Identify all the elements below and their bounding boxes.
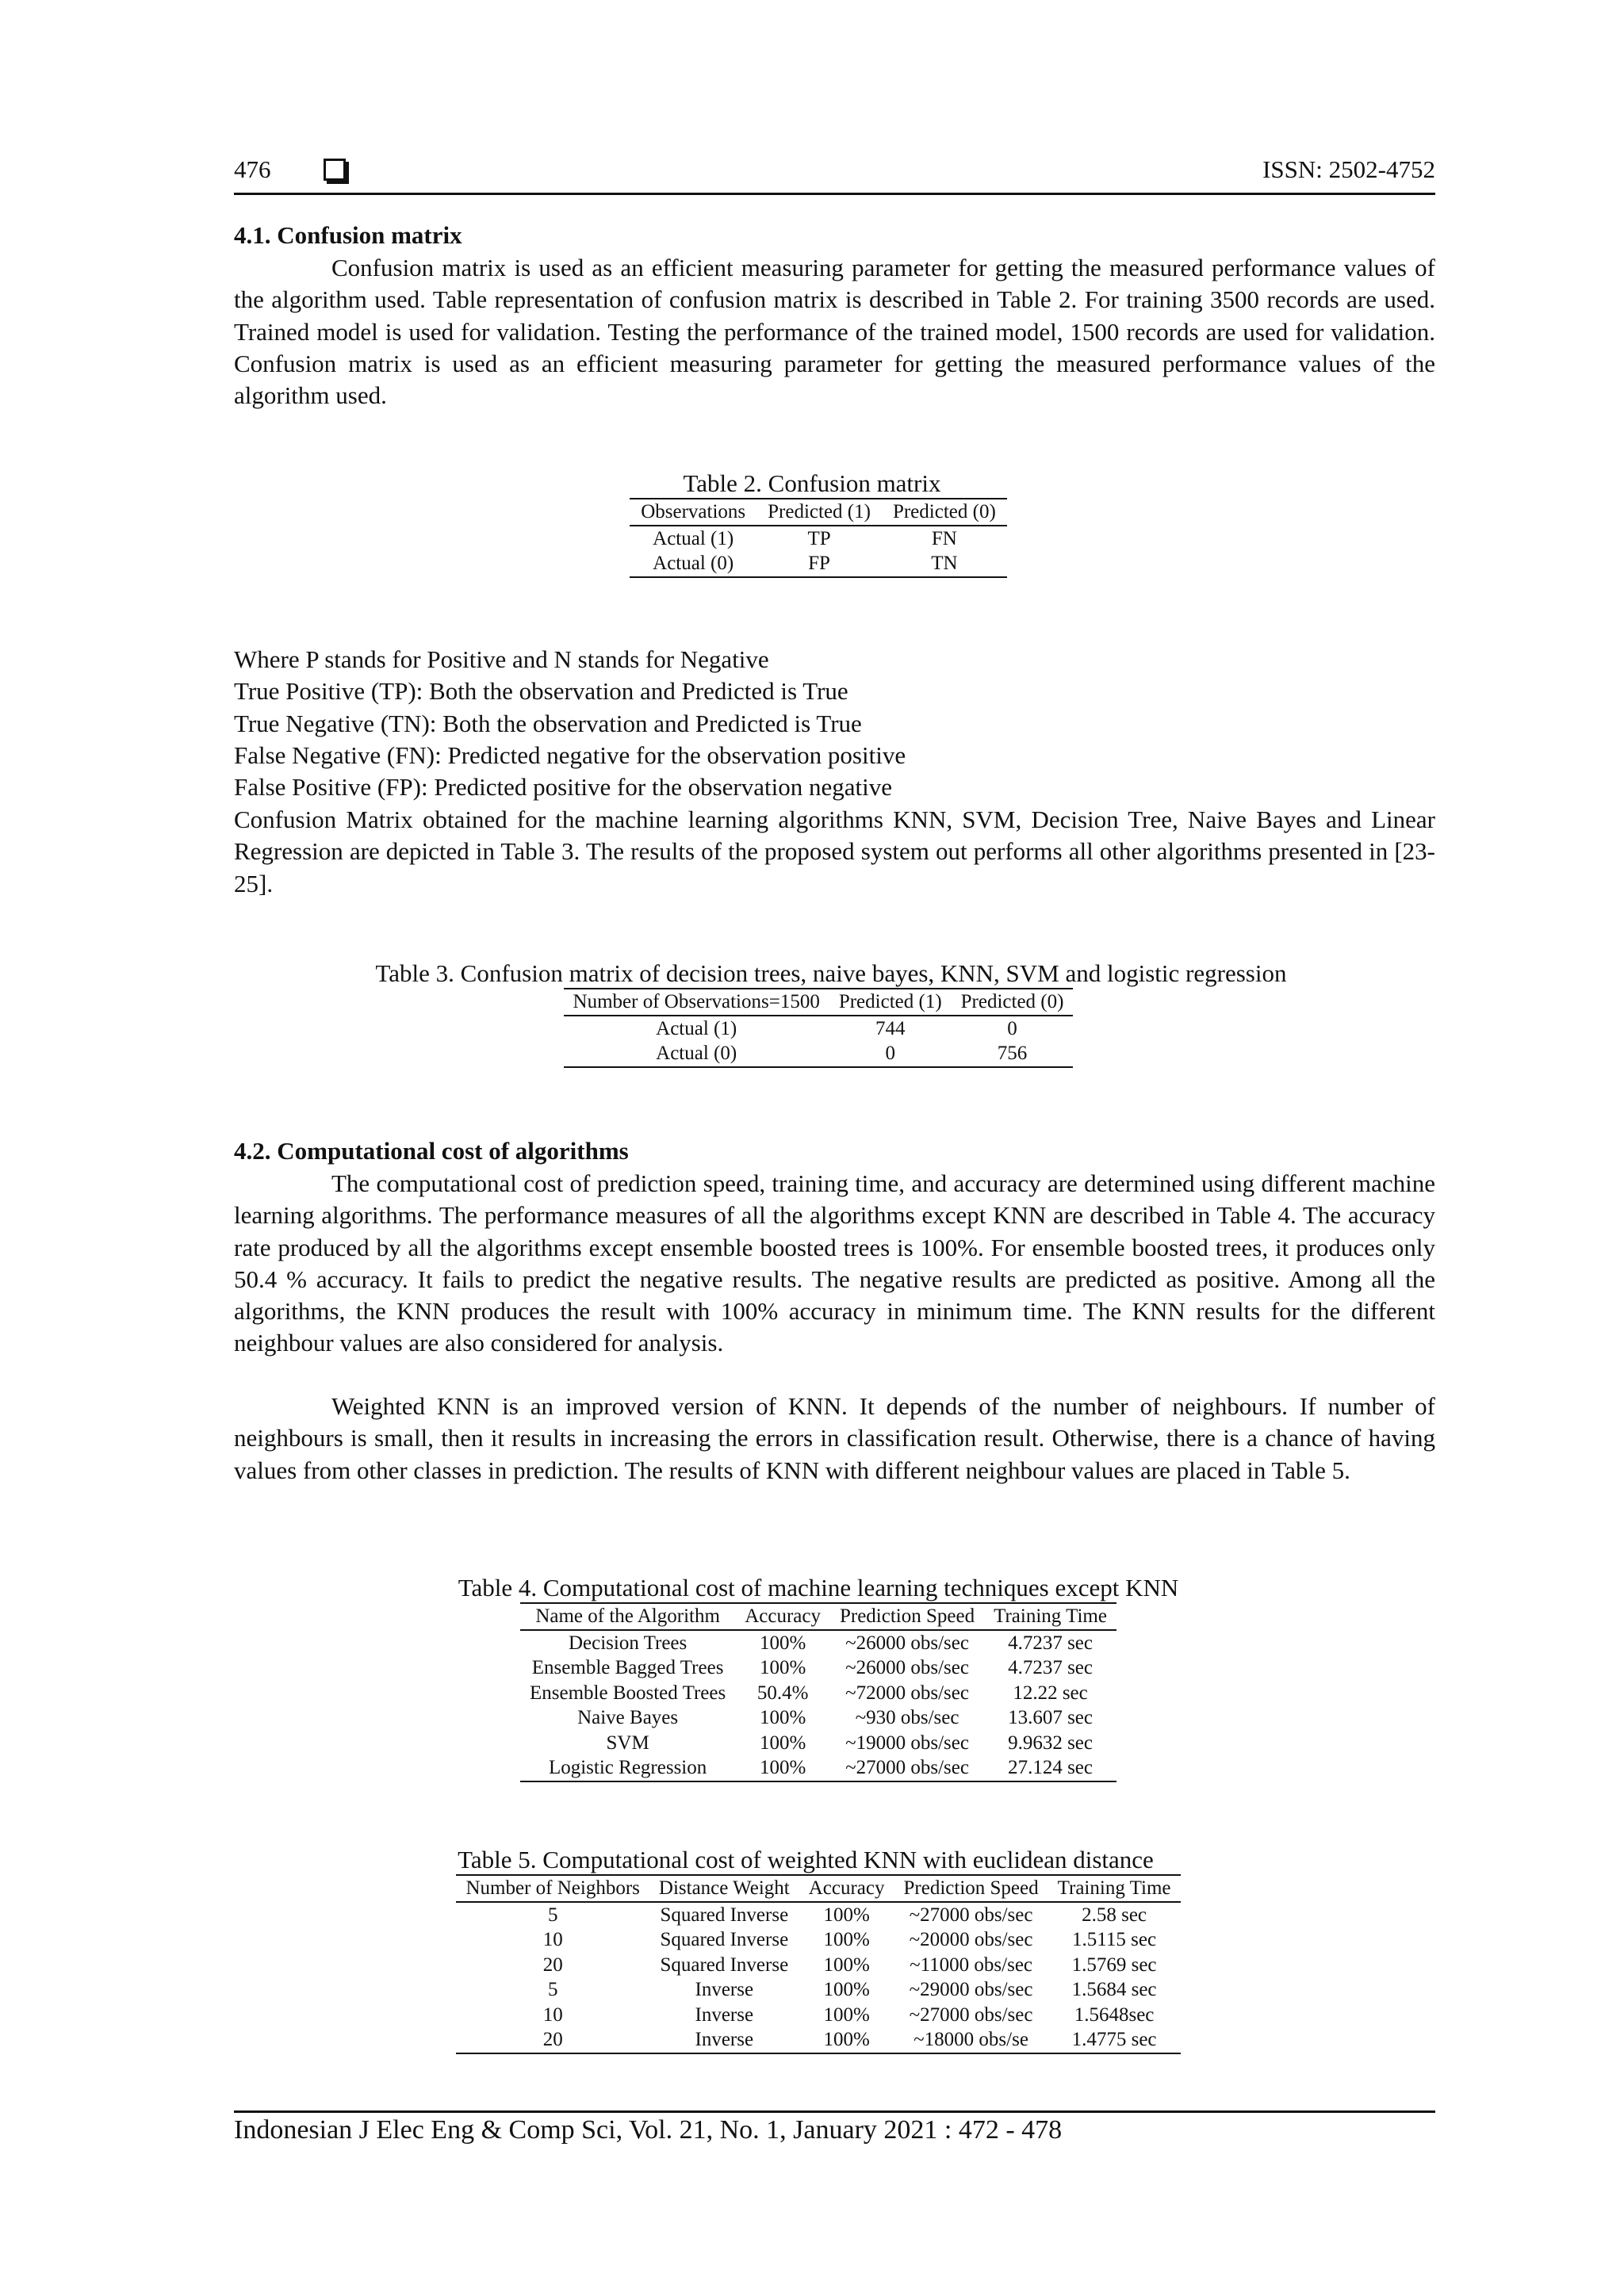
footer-citation: Indonesian J Elec Eng & Comp Sci, Vol. 21, No. 1, January 2021 : 472 - 478 bbox=[234, 2115, 1063, 2145]
table-cell: 100% bbox=[823, 1929, 870, 1950]
table-header-cell: Predicted (1) bbox=[838, 991, 942, 1012]
table-cell: 0 bbox=[885, 1043, 895, 1064]
header-rule bbox=[234, 193, 1435, 195]
table-cell: 4.7237 sec bbox=[1008, 1657, 1093, 1678]
table-cell: Actual (0) bbox=[656, 1043, 737, 1064]
table-2-caption: Table 2. Confusion matrix bbox=[683, 469, 941, 497]
table-header-cell: Distance Weight bbox=[658, 1877, 790, 1899]
table-row bbox=[520, 1731, 1116, 1756]
table-row bbox=[520, 1630, 1116, 1656]
table-cell: 100% bbox=[759, 1732, 806, 1754]
table-cell: 4.7237 sec bbox=[1008, 1632, 1093, 1654]
table-cell: FP bbox=[808, 553, 830, 574]
table-header-cell: Predicted (1) bbox=[768, 501, 871, 522]
table-cell: SVM bbox=[606, 1732, 649, 1754]
table-cell: 100% bbox=[759, 1707, 806, 1728]
table-header-row bbox=[564, 989, 1074, 1016]
table-cell: Actual (1) bbox=[656, 1017, 737, 1039]
table-header-row bbox=[630, 499, 1007, 526]
table-cell: ~27000 obs/sec bbox=[909, 2003, 1033, 2026]
table-4 bbox=[0, 1574, 1624, 1782]
table-cell: 100% bbox=[823, 1979, 870, 2000]
table-cell: Inverse bbox=[695, 2003, 754, 2026]
definitions-paragraph: Confusion Matrix obtained for the machine learning algorithms KNN, SVM, Decision Tree, Naive Bayes and Linear Regression are depicted in Table 3. The results of the proposed system out performs all other algorithms presented in [23-25]. bbox=[234, 806, 1435, 897]
table-cell: Naive Bayes bbox=[577, 1707, 679, 1728]
table-row bbox=[520, 1681, 1116, 1706]
table-3-grid bbox=[564, 988, 1074, 1068]
table-4-caption: Table 4. Computational cost of machine learning techniques except KNN bbox=[458, 1574, 1179, 1601]
table-cell: ~20000 obs/sec bbox=[909, 1929, 1033, 1950]
table-cell: Decision Trees bbox=[568, 1632, 688, 1654]
table-header-cell: Prediction Speed bbox=[839, 1605, 975, 1627]
table-cell: 5 bbox=[547, 1904, 558, 1926]
checkbox-square-icon bbox=[324, 159, 346, 181]
table-header-cell: Training Time bbox=[1057, 1877, 1171, 1899]
table-cell: 0 bbox=[1007, 1017, 1017, 1039]
table-cell: Ensemble Boosted Trees bbox=[530, 1682, 726, 1704]
table-row bbox=[564, 1041, 1074, 1067]
table-cell: ~27000 obs/sec bbox=[909, 1904, 1033, 1926]
table-cell: 5 bbox=[547, 1979, 558, 2000]
table-cell: ~27000 obs/sec bbox=[845, 1757, 969, 1778]
definition-line: False Positive (FP): Predicted positive for the observation negative bbox=[234, 773, 892, 802]
table-row bbox=[456, 2027, 1180, 2053]
table-cell: ~930 obs/sec bbox=[855, 1707, 959, 1728]
table-row bbox=[520, 1705, 1116, 1731]
section-4-2-paragraph-2: Weighted KNN is an improved version of KNN. It depends of the number of neighbours. If number of neighbours is small, then it results in increasing the errors in classification result. Otherwise, there is a chance of having values from other classes in prediction. The results of KNN with different neighbour values are placed in Table 5. bbox=[234, 1392, 1435, 1484]
table-cell: ~26000 obs/sec bbox=[845, 1657, 969, 1678]
definitions-list bbox=[234, 644, 1435, 803]
table-cell: ~29000 obs/sec bbox=[909, 1979, 1033, 2000]
table-row bbox=[520, 1655, 1116, 1681]
table-cell: 100% bbox=[823, 1954, 870, 1976]
table-header-cell: Predicted (0) bbox=[960, 991, 1064, 1012]
table-row bbox=[456, 1977, 1180, 2003]
table-header-cell: Name of the Algorithm bbox=[535, 1605, 720, 1627]
table-header-row bbox=[456, 1875, 1180, 1902]
table-2-grid bbox=[630, 498, 1007, 578]
table-cell: 50.4% bbox=[756, 1682, 809, 1704]
table-cell: 100% bbox=[823, 2029, 870, 2050]
table-cell: Squared Inverse bbox=[660, 1929, 789, 1950]
section-4-2-paragraph-1: The computational cost of prediction speed, training time, and accuracy are determined using different machine learning algorithms. The performance measures of all the algorithms except KNN are described in Table 4. The accuracy rate produced by all the algorithms except ensemble boosted trees is 100%. For ensemble boosted trees, it produces only 50.4 % accuracy. It fails to predict the negative results. The negative results are predicted as positive. Among all the algorithms, the KNN produces the result with 100% accuracy in minimum time. The KNN results for the different neighbour values are also considered for analysis. bbox=[234, 1169, 1435, 1357]
page-number: 476 bbox=[234, 155, 271, 183]
table-cell: 20 bbox=[542, 1954, 563, 1976]
table-cell: 100% bbox=[823, 2003, 870, 2026]
table-cell: Logistic Regression bbox=[548, 1757, 707, 1778]
table-cell: Inverse bbox=[695, 2029, 754, 2050]
table-3-caption: Table 3. Confusion matrix of decision trees, naive bayes, KNN, SVM and logistic regression bbox=[375, 959, 1287, 987]
table-header-cell: Number of Neighbors bbox=[465, 1877, 640, 1899]
footer-rule bbox=[234, 2110, 1435, 2113]
table-row bbox=[564, 1016, 1074, 1042]
table-cell: 20 bbox=[542, 2029, 563, 2050]
section-4-1-paragraph: Confusion matrix is used as an efficient measuring parameter for getting the measured performance values of the algorithm used. Table representation of confusion matrix is described in Table 2. For training 3500 records are used. Trained model is used for validation. Testing the performance of the trained model, 1500 records are used for validation. Confusion matrix is used as an efficient measuring parameter for getting the measured performance values of the algorithm used. bbox=[234, 254, 1435, 410]
table-cell: 756 bbox=[997, 1043, 1028, 1064]
table-cell: 13.607 sec bbox=[1008, 1707, 1093, 1728]
table-cell: 1.5115 sec bbox=[1072, 1929, 1157, 1950]
section-heading-4-1: 4.1. Confusion matrix bbox=[234, 221, 462, 249]
table-header-cell: Accuracy bbox=[808, 1877, 885, 1899]
table-5-caption: Table 5. Computational cost of weighted KNN with euclidean distance bbox=[458, 1846, 1154, 1873]
table-cell: Actual (0) bbox=[653, 553, 734, 574]
table-cell: Actual (1) bbox=[653, 527, 734, 549]
table-header-cell: Predicted (0) bbox=[892, 501, 996, 522]
section-heading-4-2: 4.2. Computational cost of algorithms bbox=[234, 1137, 629, 1165]
table-cell: FN bbox=[931, 527, 957, 549]
issn: ISSN: 2502-4752 bbox=[1262, 155, 1435, 183]
table-cell: 1.5769 sec bbox=[1071, 1954, 1157, 1976]
table-row bbox=[456, 2003, 1180, 2028]
table-cell: 1.5648sec bbox=[1074, 2003, 1155, 2026]
table-cell: 100% bbox=[759, 1757, 806, 1778]
table-header-cell: Accuracy bbox=[745, 1605, 821, 1627]
table-header-cell: Prediction Speed bbox=[903, 1877, 1039, 1899]
table-cell: ~19000 obs/sec bbox=[845, 1732, 969, 1754]
table-cell: 12.22 sec bbox=[1013, 1682, 1088, 1704]
table-row bbox=[456, 1902, 1180, 1928]
table-cell: ~11000 obs/sec bbox=[910, 1954, 1033, 1976]
table-cell: 100% bbox=[759, 1657, 806, 1678]
table-cell: 10 bbox=[542, 2003, 563, 2026]
table-header-cell: Observations bbox=[641, 501, 746, 522]
definition-line: True Negative (TN): Both the observation and Predicted is True bbox=[234, 709, 862, 737]
table-cell: Ensemble Bagged Trees bbox=[531, 1657, 724, 1678]
definition-line: Where P stands for Positive and N stands for Negative bbox=[234, 645, 769, 673]
table-3 bbox=[0, 959, 1624, 1068]
table-header-cell: Number of Observations=1500 bbox=[573, 991, 820, 1012]
definition-line: True Positive (TP): Both the observation and Predicted is True bbox=[234, 677, 848, 706]
table-cell: 9.9632 sec bbox=[1008, 1732, 1093, 1754]
table-cell: 744 bbox=[875, 1017, 906, 1039]
table-cell: 1.4775 sec bbox=[1071, 2029, 1157, 2050]
table-cell: ~26000 obs/sec bbox=[845, 1632, 969, 1654]
table-row bbox=[630, 551, 1007, 577]
table-cell: 27.124 sec bbox=[1008, 1757, 1093, 1778]
table-5 bbox=[0, 1846, 1624, 2054]
table-cell: 100% bbox=[823, 1904, 870, 1926]
table-row bbox=[630, 526, 1007, 552]
table-cell: ~18000 obs/se bbox=[914, 2029, 1028, 2050]
table-header-row bbox=[520, 1603, 1116, 1630]
table-header-cell: Training Time bbox=[994, 1605, 1107, 1627]
definition-line: False Negative (FN): Predicted negative for the observation positive bbox=[234, 740, 906, 769]
table-5-grid bbox=[456, 1874, 1180, 2054]
table-row bbox=[520, 1755, 1116, 1781]
table-2 bbox=[0, 469, 1624, 578]
table-row bbox=[456, 1953, 1180, 1978]
table-cell: 2.58 sec bbox=[1082, 1904, 1147, 1926]
table-cell: 1.5684 sec bbox=[1071, 1979, 1157, 2000]
table-cell: Squared Inverse bbox=[660, 1954, 789, 1976]
table-cell: Squared Inverse bbox=[660, 1904, 789, 1926]
table-cell: TP bbox=[807, 527, 831, 549]
table-cell: 10 bbox=[542, 1929, 563, 1950]
table-cell: Inverse bbox=[695, 1979, 754, 2000]
table-cell: TN bbox=[931, 553, 958, 574]
table-row bbox=[456, 1927, 1180, 1953]
table-cell: ~72000 obs/sec bbox=[845, 1682, 969, 1704]
table-4-grid bbox=[520, 1602, 1116, 1782]
table-cell: 100% bbox=[759, 1632, 806, 1654]
